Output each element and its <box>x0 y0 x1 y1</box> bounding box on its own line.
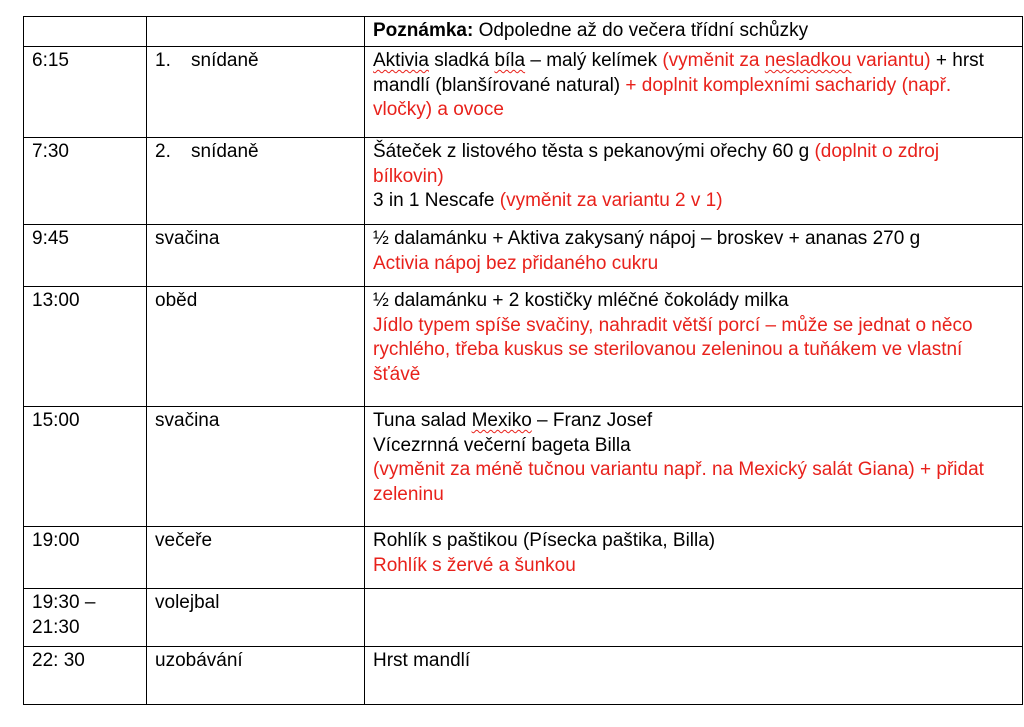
food-item: Mexiko <box>471 410 532 431</box>
time-value: 6:15 <box>32 50 69 71</box>
food-item: sladká <box>428 50 495 71</box>
table-row <box>24 225 1023 287</box>
food-item: Vícezrnná večerní bageta Billa <box>373 434 631 456</box>
empty-meal-cell <box>147 17 365 47</box>
note-label: Poznámka: <box>373 20 474 41</box>
meal-cell <box>147 287 365 407</box>
food-item: + hrst mandlí (blanšírované natural) <box>373 50 984 96</box>
meal-number: 1. <box>155 50 171 71</box>
food-cell <box>365 287 1023 407</box>
meal-name: večeře <box>155 530 213 551</box>
table-row <box>24 527 1023 589</box>
table-row <box>24 17 1023 47</box>
meal-cell <box>147 138 365 225</box>
food-cell <box>365 225 1023 287</box>
time-value: 21:30 <box>32 616 80 638</box>
meal-name: snídaně <box>191 50 259 71</box>
meal-plan-table <box>23 16 1023 705</box>
time-value: 19:00 <box>32 530 80 551</box>
food-item: bíla <box>494 50 526 71</box>
food-cell <box>365 647 1023 705</box>
food-item: – Franz Josef <box>531 410 653 431</box>
recommendation-note: (vyměnit za méně tučnou variantu např. na Mexický salát Giana) + přidat zeleninu <box>373 459 984 505</box>
food-item: ½ dalamánku + 2 kostičky mléčné čokolády milka <box>373 290 789 311</box>
time-value: 7:30 <box>32 141 69 162</box>
meal-cell <box>147 47 365 138</box>
recommendation-note: (vyměnit za <box>662 50 765 71</box>
recommendation-note: (vyměnit za variantu 2 v 1) <box>499 190 723 211</box>
time-cell <box>24 407 147 527</box>
time-value: 13:00 <box>32 290 80 311</box>
time-cell <box>24 47 147 138</box>
meal-name: svačina <box>155 410 220 431</box>
food-item: – malý kelímek <box>525 50 663 71</box>
recommendation-note: Rohlík s žervé a šunkou <box>373 554 576 576</box>
recommendation-note: (doplnit o zdroj bílkovin) <box>373 141 940 187</box>
food-item: Hrst mandlí <box>373 650 471 671</box>
meal-cell <box>147 407 365 527</box>
food-cell <box>365 407 1023 527</box>
recommendation-note: Jídlo typem spíše svačiny, nahradit větší porcí – může se jednat o něco rychlého, třeba kuskus se sterilovanou zeleninou a tuňákem ve vlastní šťávě <box>373 314 973 385</box>
recommendation-note: Activia nápoj bez přidaného cukru <box>373 252 659 274</box>
food-item: Tuna salad <box>373 410 472 431</box>
food-item: 3 in 1 Nescafe <box>373 190 500 211</box>
recommendation-note: nesladkou <box>764 50 852 71</box>
recommendation-note: + doplnit komplexními sacharidy (např. vločky) a ovoce <box>373 74 952 120</box>
meal-cell <box>147 527 365 589</box>
note-cell <box>365 17 1023 47</box>
empty-food-cell <box>365 589 1023 647</box>
time-cell <box>24 225 147 287</box>
meal-name: oběd <box>155 290 198 311</box>
meal-cell <box>147 589 365 647</box>
meal-name: snídaně <box>191 141 259 162</box>
food-cell <box>365 527 1023 589</box>
food-item: ½ dalamánku + Aktiva zakysaný nápoj – broskev + ananas 270 g <box>373 228 921 249</box>
empty-time-cell <box>24 17 147 47</box>
table-row <box>24 138 1023 225</box>
table-row <box>24 589 1023 647</box>
time-cell <box>24 138 147 225</box>
time-cell <box>24 647 147 705</box>
time-cell <box>24 287 147 407</box>
meal-number: 2. <box>155 141 171 162</box>
meal-cell <box>147 647 365 705</box>
food-item: Šáteček z listového těsta s pekanovými ořechy 60 g <box>373 141 815 162</box>
meal-cell <box>147 225 365 287</box>
food-cell <box>365 138 1023 225</box>
table-row <box>24 47 1023 138</box>
table-row <box>24 647 1023 705</box>
table-row <box>24 287 1023 407</box>
food-item: Rohlík s paštikou (Písecka paštika, Billa) <box>373 530 716 551</box>
note-text: Odpoledne až do večera třídní schůzky <box>473 20 809 41</box>
recommendation-note: variantu) <box>851 50 931 71</box>
time-value: 9:45 <box>32 228 69 249</box>
time-cell <box>24 527 147 589</box>
time-cell <box>24 589 147 647</box>
food-cell <box>365 47 1023 138</box>
table-row <box>24 407 1023 527</box>
time-value: 19:30 – <box>32 592 96 613</box>
meal-name: svačina <box>155 228 220 249</box>
time-value: 15:00 <box>32 410 80 431</box>
meal-name: uzobávání <box>155 650 243 671</box>
food-item: Aktivia <box>373 50 429 71</box>
meal-name: volejbal <box>155 592 220 613</box>
time-value: 22: 30 <box>32 650 85 671</box>
